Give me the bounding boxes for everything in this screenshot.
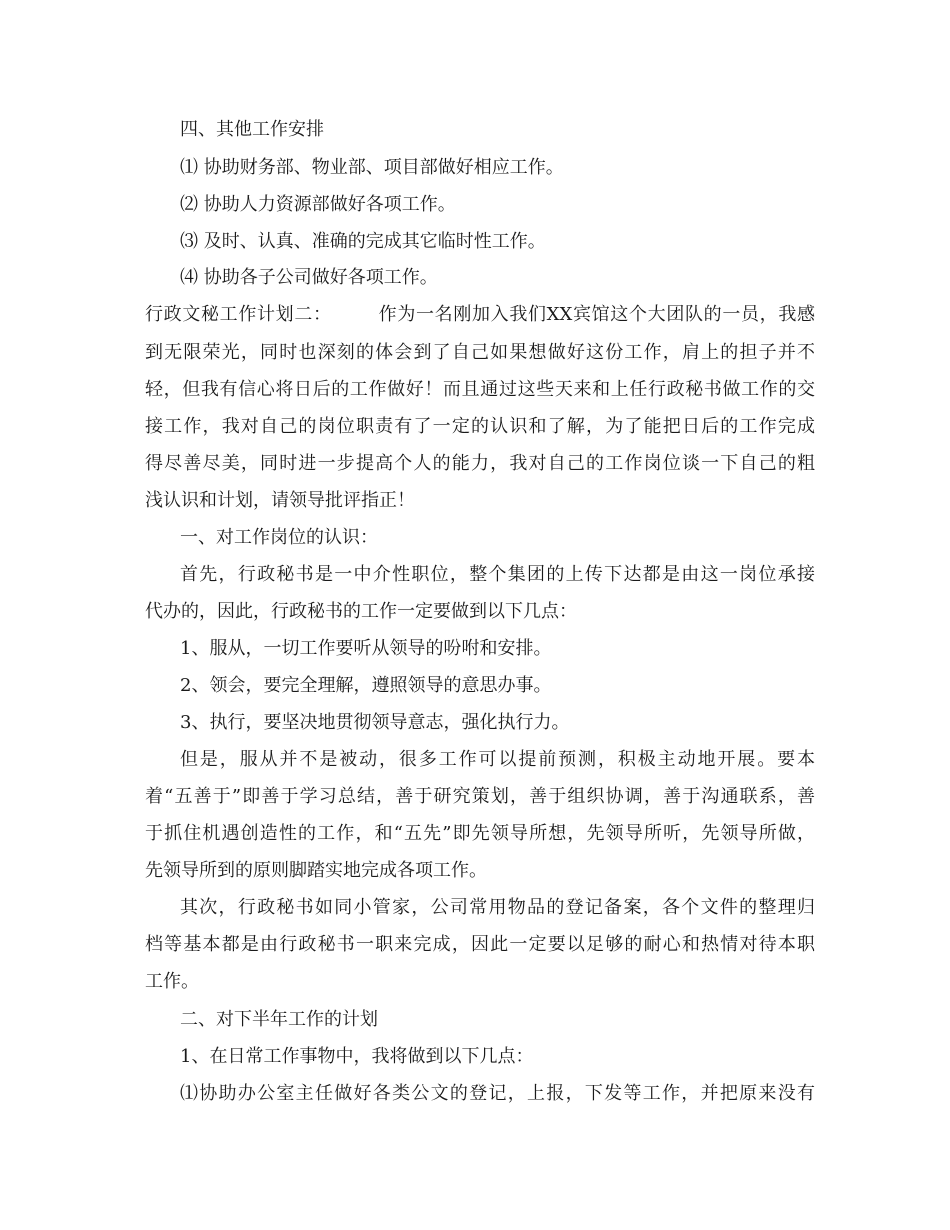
paragraph-line: 浅认识和计划，请领导批评指正！	[145, 490, 415, 511]
section-heading-other-work: 四、其他工作安排	[180, 119, 324, 140]
list-item: ⑶ 及时、认真、准确的完成其它临时性工作。	[180, 231, 546, 252]
paragraph-line: 代办的，因此，行政秘书的工作一定要做到以下几点：	[145, 601, 577, 622]
list-item: 1、服从，一切工作要听从领导的吩咐和安排。	[180, 638, 552, 659]
paragraph-line: 档等基本都是由行政秘书一职来完成，因此一定要以足够的耐心和热情对待本职	[145, 934, 815, 955]
section-heading-second-half-plan: 二、对下半年工作的计划	[180, 1009, 378, 1030]
paragraph-line: 先领导所到的原则脚踏实地完成各项工作。	[145, 860, 487, 881]
paragraph-line: 其次，行政秘书如同小管家，公司常用物品的登记备案，各个文件的整理归	[180, 897, 815, 918]
list-item: 1、在日常工作事物中，我将做到以下几点：	[180, 1046, 534, 1067]
paragraph-line: 到无限荣光，同时也深刻的体会到了自己如果想做好这份工作，肩上的担子并不	[145, 342, 815, 363]
list-item: 3、执行，要坚决地贯彻领导意志，强化执行力。	[180, 712, 570, 733]
list-item: ⑷ 协助各子公司做好各项工作。	[180, 267, 438, 288]
paragraph-line: 行政文秘工作计划二： 作为一名刚加入我们XX宾馆这个大团队的一员，我感	[145, 304, 815, 325]
paragraph-line: 首先，行政秘书是一中介性职位，整个集团的上传下达都是由这一岗位承接	[180, 564, 815, 585]
list-item: ⑴ 协助财务部、物业部、项目部做好相应工作。	[180, 157, 564, 178]
paragraph-line: 于抓住机遇创造性的工作，和“五先”即先领导所想，先领导所听，先领导所做，	[145, 823, 815, 844]
list-item: ⑴协助办公室主任做好各类公文的登记，上报，下发等工作，并把原来没有	[180, 1083, 815, 1104]
paragraph-line: 得尽善尽美，同时进一步提高个人的能力，我对自己的工作岗位谈一下自己的粗	[145, 453, 815, 474]
paragraph-line: 接工作，我对自己的岗位职责有了一定的认识和了解，为了能把日后的工作完成	[145, 416, 815, 437]
list-item: ⑵ 协助人力资源部做好各项工作。	[180, 194, 456, 215]
section-heading-job-understanding: 一、对工作岗位的认识：	[180, 527, 378, 548]
paragraph-line: 轻，但我有信心将日后的工作做好！而且通过这些天来和上任行政秘书做工作的交	[145, 379, 815, 400]
paragraph-line: 着“五善于”即善于学习总结，善于研究策划，善于组织协调，善于沟通联系，善	[145, 786, 815, 807]
list-item: 2、领会，要完全理解，遵照领导的意思办事。	[180, 675, 552, 696]
paragraph-line: 但是，服从并不是被动，很多工作可以提前预测，积极主动地开展。要本	[180, 749, 815, 770]
paragraph-line: 工作。	[145, 971, 199, 992]
